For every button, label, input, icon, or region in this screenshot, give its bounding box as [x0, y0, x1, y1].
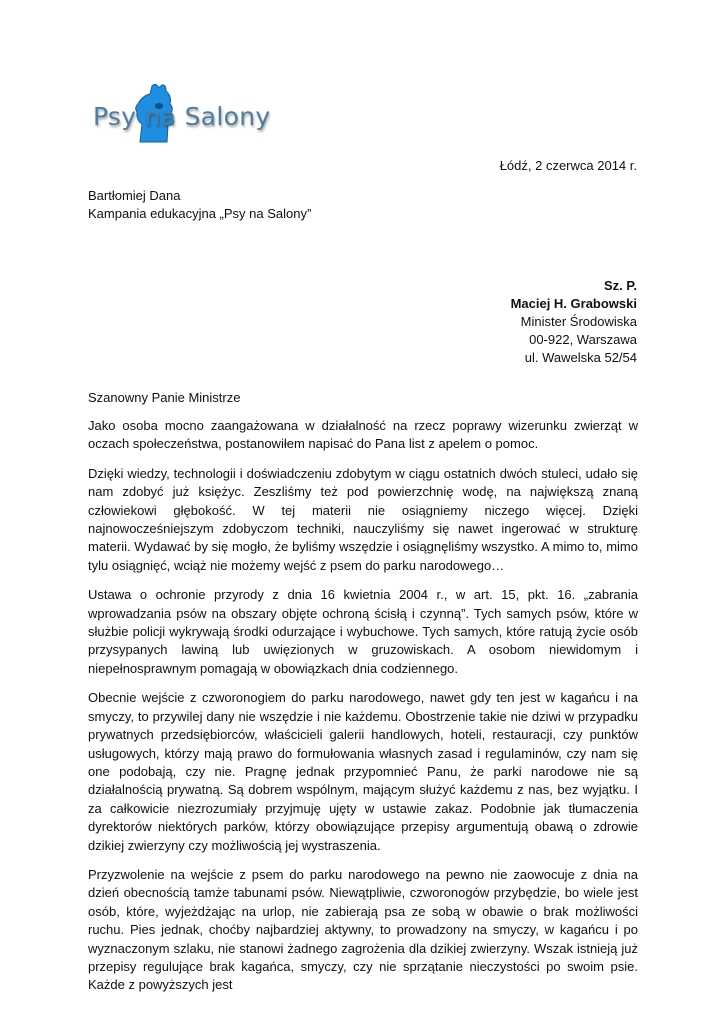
salutation: Szanowny Panie Ministrze: [88, 390, 241, 405]
paragraph: Ustawa o ochronie przyrody z dnia 16 kwietnia 2004 r., w art. 15, pkt. 16. „zabrania wprowadzania psów na obszary objęte ochroną ścisłą i czynną”. Tych samych psów, które w służbie policji wykrywają środki odurzające i wybuchowe. Tych samych, które ratują życie osób przysypanych lawiną lub uwięzionych w gruzowiskach. A osobom niewidomym i niepełnosprawnym pomagają w obowiązkach dnia codziennego.: [88, 587, 638, 676]
recipient-block: [511, 277, 637, 367]
sender-campaign: Kampania edukacyjna „Psy na Salony”: [88, 206, 312, 221]
recipient-salutation-short: Sz. P.: [603, 278, 637, 293]
letter-body: [88, 417, 638, 995]
sender-block: [88, 187, 311, 223]
recipient-street: ul. Wawelska 52/54: [524, 350, 637, 365]
recipient-position: Minister Środowiska: [520, 314, 637, 329]
recipient-postal: 00-922, Warszawa: [529, 332, 637, 347]
paragraph: Przyzwolenie na wejście z psem do parku narodowego na pewno nie zaowocuje z dnia na dzień obecnością tamże tabunami psów. Niewątpliwie, czworonogów przybędzie, bo wiele jest osób, które, wyjeżdżając na urlop, nie zabierają psa ze sobą w obawie o brak możliwości ruchu. Pies jednak, choćby najbardziej aktywny, to prowadzony na smyczy, w kagańcu i po wyznaczonym szlaku, nie stanowi żadnego zagrożenia dla dzikiej zwierzyny. Wszak istnieją już przepisy regulujące brak kagańca, smyczy, czy nie sprzątanie nieczystości po swoim psie. Każde z powyższych jest: [88, 866, 638, 993]
logo: [88, 82, 278, 144]
sender-name: Bartłomiej Dana: [88, 188, 181, 203]
paragraph: Obecnie wejście z czworonogiem do parku narodowego, nawet gdy ten jest w kagańcu i na smyczy, to przywilej dany nie wszędzie i nie każdemu. Obostrzenie takie nie dziwi w przypadku prywatnych przedsiębiorców, właścicieli galerii handlowych, hoteli, restauracji, czy punktów usługowych, którzy mają prawo do formułowania własnych zasad i regulaminów, czy nam się one podobają, czy nie. Pragnę jednak przypomnieć Panu, że parki narodowe nie są działalnością prywatną. Są dobrem wspólnym, mającym służyć każdemu z nas, bez wyjątku. I za całkowicie niezrozumiały przyjmuję ujęty w ustawie zakaz. Podobnie jak tłumaczenia dyrektorów niektórych parków, którzy obowiązujące przepisy argumentują obawą o zdrowie dzikiej zwierzyny czy możliwością jej wystraszenia.: [88, 690, 638, 853]
recipient-name: Maciej H. Grabowski: [510, 296, 637, 311]
letter-date: Łódź, 2 czerwca 2014 r.: [499, 158, 637, 173]
paragraph: Jako osoba mocno zaangażowana w działalność na rzecz poprawy wizerunku zwierząt w oczach społeczeństwa, postanowiłem napisać do Pana list z apelem o pomoc.: [88, 418, 638, 452]
paragraph: Dzięki wiedzy, technologii i doświadczeniu zdobytym w ciągu ostatnich dwóch stuleci, udało się nam zdobyć już księżyc. Zeszliśmy też pod powierzchnię wodę, na największą znaną człowiekowi głębokość. W tej materii nie osiągniemy niczego więcej. Dzięki najnowocześniejszym zdobyczom techniki, nauczyliśmy się nawet ingerować w strukturę materii. Wydawać by się mogło, że byliśmy wszędzie i osiągnęliśmy wszystko. A mimo to, mimo tylu osiągnięć, wciąż nie możemy wejść z psem do parku narodowego…: [88, 465, 638, 573]
logo-text: Psy na Salony: [93, 102, 271, 131]
